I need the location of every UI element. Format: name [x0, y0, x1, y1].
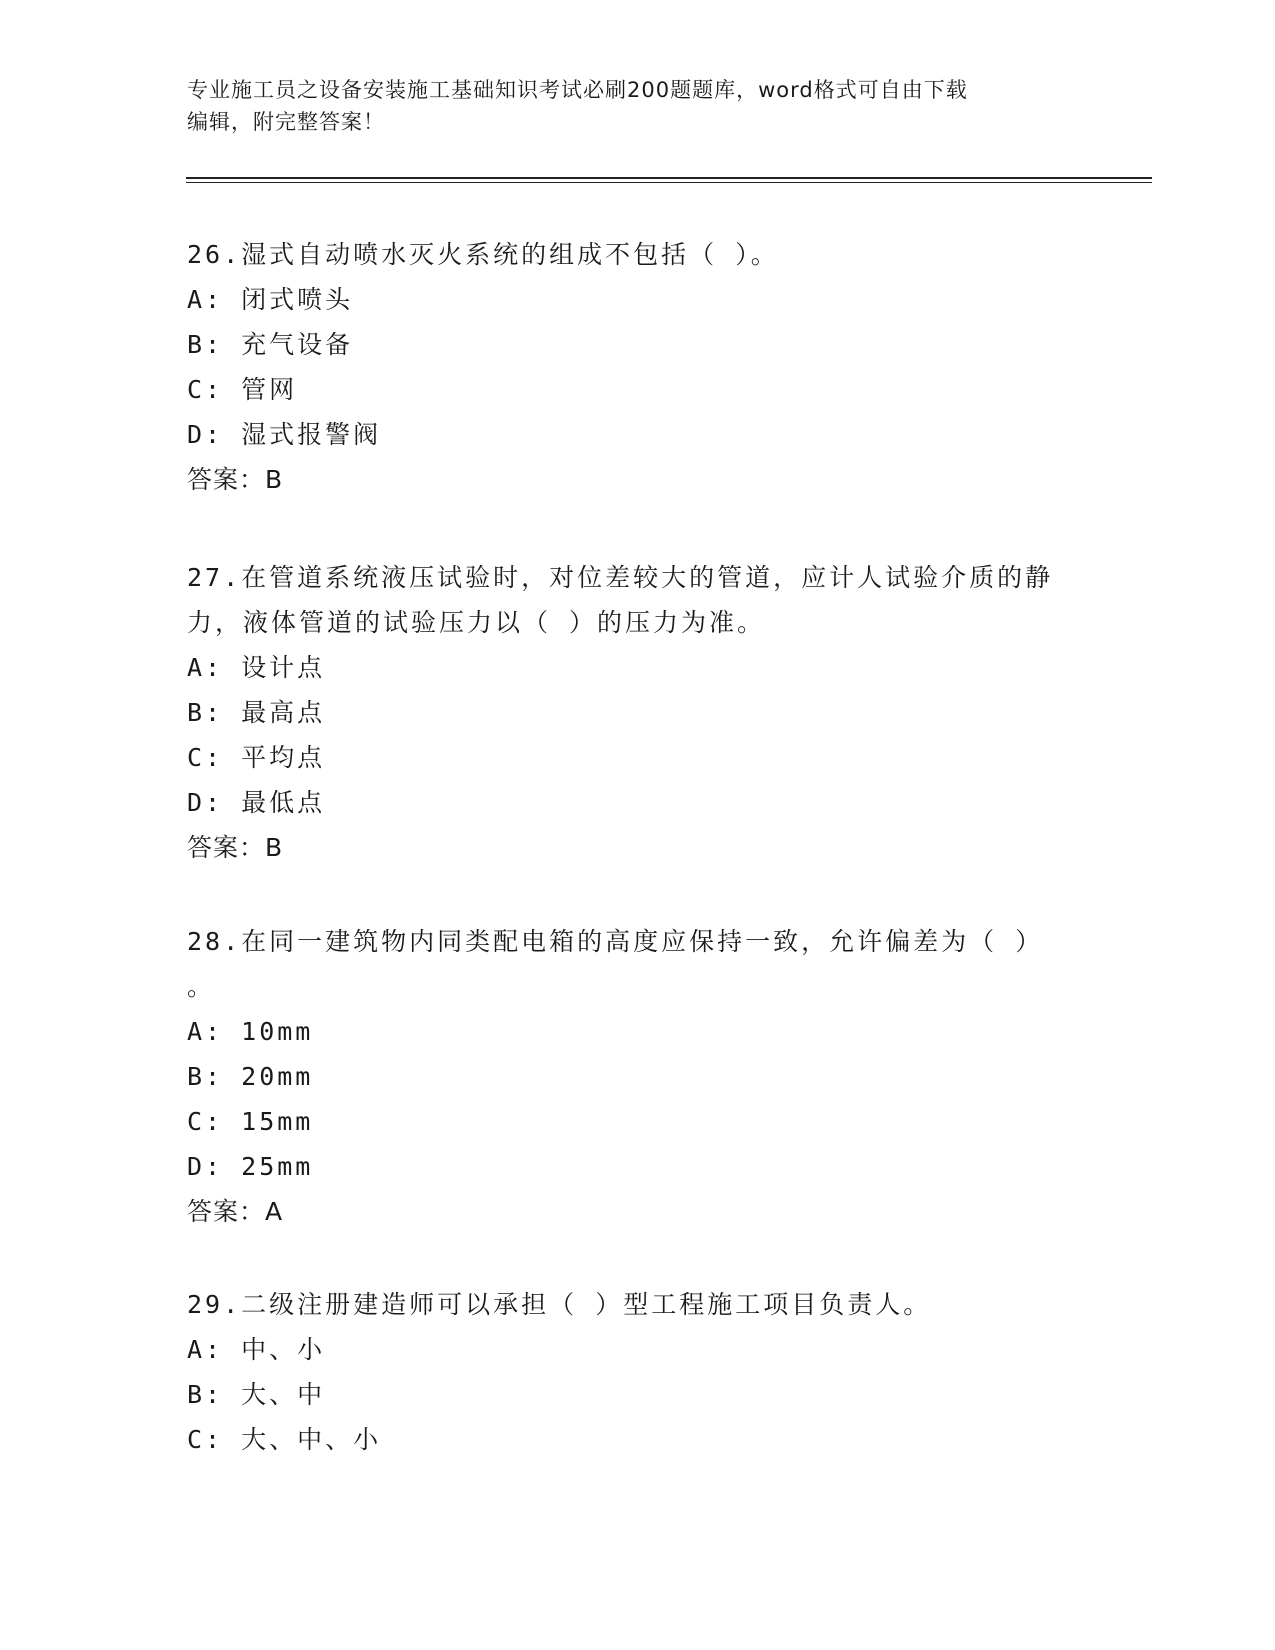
option-a: A: 闭式喷头: [187, 285, 354, 314]
option-c: C: 平均点: [187, 743, 326, 772]
question-27: [187, 555, 1087, 870]
option-d: D: 湿式报警阀: [187, 420, 382, 449]
option-a: A: 中、小: [187, 1335, 326, 1364]
option-b: B: 最高点: [187, 698, 326, 727]
question-stem-line-1: 27.在管道系统液压试验时，对位差较大的管道，应计人试验介质的静: [187, 563, 1054, 592]
answer: 答案：B: [187, 833, 284, 862]
header-divider: [186, 177, 1152, 183]
option-a: A: 10mm: [187, 1017, 314, 1046]
option-c: C: 15mm: [187, 1107, 314, 1136]
option-c: C: 大、中、小: [187, 1425, 382, 1454]
answer: 答案：B: [187, 465, 284, 494]
option-c: C: 管网: [187, 375, 298, 404]
option-d: D: 最低点: [187, 788, 326, 817]
question-stem-line-2: 。: [187, 972, 216, 1001]
option-b: B: 20mm: [187, 1062, 314, 1091]
question-26: [187, 232, 1087, 502]
header-line-2: 编辑，附完整答案！: [187, 110, 385, 134]
option-b: B: 大、中: [187, 1380, 326, 1409]
document-header: [187, 74, 1067, 138]
question-28: [187, 919, 1087, 1234]
option-b: B: 充气设备: [187, 330, 354, 359]
question-stem: 26.湿式自动喷水灭火系统的组成不包括（ ）。: [187, 240, 779, 269]
answer: 答案：A: [187, 1197, 284, 1226]
header-line-1: 专业施工员之设备安装施工基础知识考试必刷200题题库，word格式可自由下载: [187, 78, 968, 102]
question-stem-line-2: 力，液体管道的试验压力以（ ）的压力为准。: [187, 608, 766, 637]
question-29: [187, 1282, 1087, 1462]
question-stem-line-1: 28.在同一建筑物内同类配电箱的高度应保持一致，允许偏差为（ ）: [187, 927, 1044, 956]
option-d: D: 25mm: [187, 1152, 314, 1181]
option-a: A: 设计点: [187, 653, 326, 682]
question-stem: 29.二级注册建造师可以承担（ ）型工程施工项目负责人。: [187, 1290, 932, 1319]
